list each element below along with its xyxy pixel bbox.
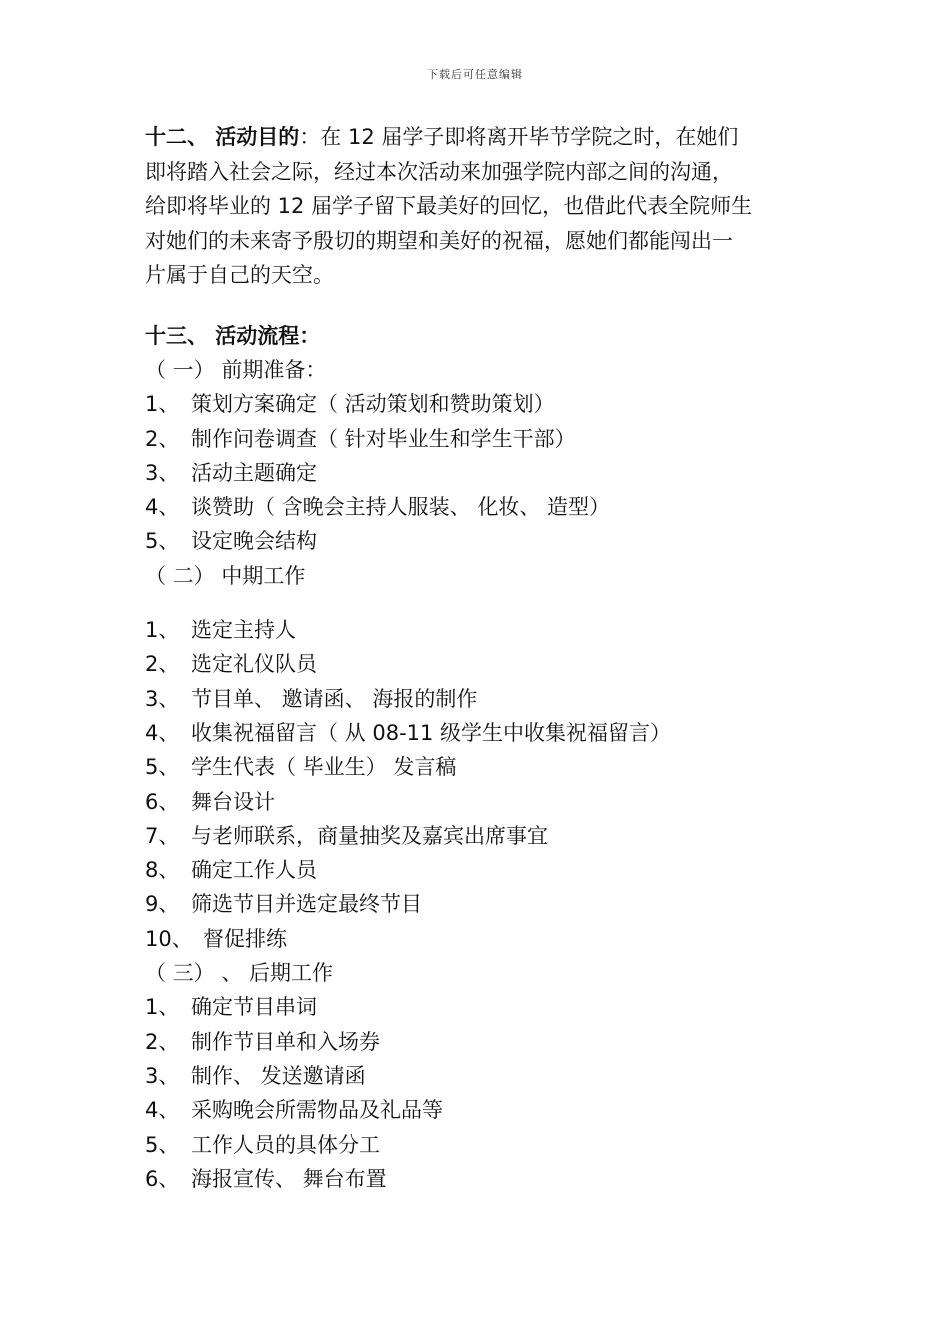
phase-title: （ 三） 、 后期工作 [145,961,334,986]
list-item: 6、 海报宣传、 舞台布置 [145,1166,387,1191]
list-item: 4、 谈赞助（ 含晚会主持人服装、 化妆、 造型） [145,495,611,520]
process-heading: 十三、 活动流程： [145,323,321,348]
list-item: 3、 节目单、 邀请函、 海报的制作 [145,686,478,711]
purpose-line: 十二、 活动目的：在 12 届学子即将离开毕节学院之时，在她们 [145,125,739,149]
purpose-line: 对她们的未来寄予殷切的期望和美好的祝福，愿她们都能闯出一 [145,228,733,253]
list-item: 4、 收集祝福留言（ 从 08-11 级学生中收集祝福留言） [145,720,672,745]
phase-title: （ 一） 前期准备： [145,358,327,382]
page-header: 下载后可任意编辑 [427,68,523,81]
list-item: 8、 确定工作人员 [145,858,317,883]
list-item: 2、 制作节目单和入场券 [145,1029,380,1054]
purpose-line: 片属于自己的天空。 [145,263,334,287]
list-item: 5、 设定晚会结构 [145,529,317,554]
list-item: 1、 确定节目串词 [145,995,317,1020]
purpose-paragraph [145,120,825,293]
list-item: 2、 选定礼仪队员 [145,652,317,677]
list-item: 1、 选定主持人 [145,618,296,643]
list-item: 5、 学生代表（ 毕业生） 发言稿 [145,755,457,780]
list-item: 10、 督促排练 [145,926,287,951]
list-item: 9、 筛选节目并选定最终节目 [145,892,422,917]
list-item: 3、 制作、 发送邀请函 [145,1063,366,1088]
list-item: 3、 活动主题确定 [145,460,317,485]
purpose-heading: 十二、 活动目的 [145,125,300,149]
document-body [145,120,825,1196]
list-item: 4、 采购晚会所需物品及礼品等 [145,1098,443,1123]
spacer [145,593,825,613]
phase-title: （ 二） 中期工作 [145,563,306,588]
purpose-line: 给即将毕业的 12 届学子留下最美好的回忆，也借此代表全院师生 [145,194,753,218]
purpose-line: 即将踏入社会之际，经过本次活动来加强学院内部之间的沟通， [145,159,733,184]
list-item: 6、 舞台设计 [145,789,275,814]
list-item: 1、 策划方案确定（ 活动策划和赞助策划） [145,392,555,417]
list-item: 7、 与老师联系，商量抽奖及嘉宾出席事宜 [145,823,548,848]
list-item: 5、 工作人员的具体分工 [145,1132,380,1157]
list-item: 2、 制作问卷调查（ 针对毕业生和学生干部） [145,426,576,451]
